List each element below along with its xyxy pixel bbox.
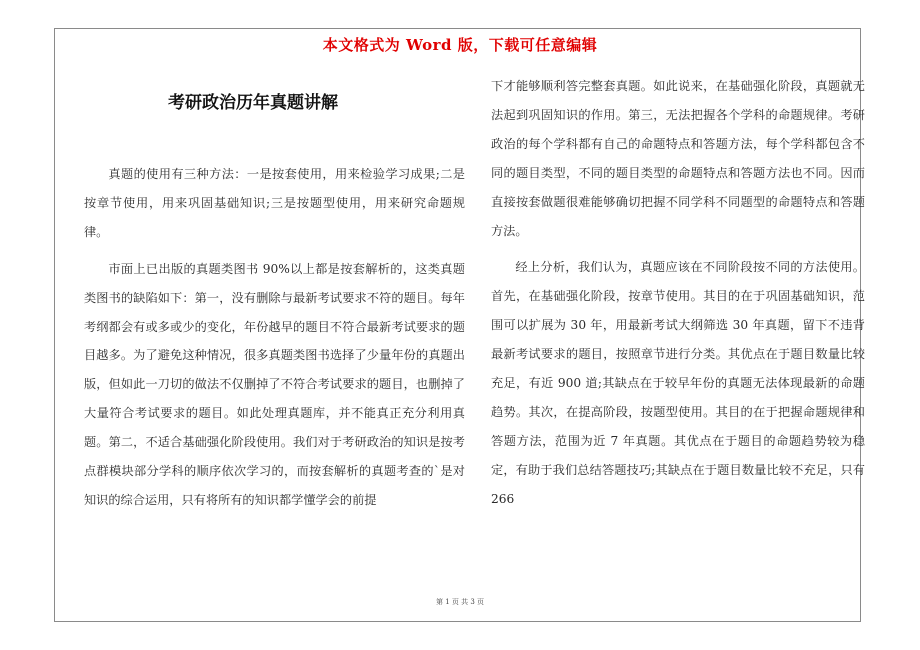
page-number: 第 1 页 共 3 页 [435, 598, 485, 606]
paragraph: 下才能够顺利答完整套真题。如此说来，在基础强化阶段，真题就无法起到巩固知识的作用。第三，无法把握各个学科的命题规律。考研政治的每个学科都有自己的命题特点和答题方法，每个学科都包含不同的题目类型，不同的题目类型的命题特点和答题方法也不同。因而直接按套做题很难能够确切把握不同学科不同题型的命题特点和答题方法。 [491, 79, 865, 238]
paragraph: 市面上已出版的真题类图书 90%以上都是按套解析的，这类真题类图书的缺陷如下：第一，没有删除与最新考试要求不符的题目。每年考纲都会有或多或少的变化，年份越早的题目不符合最新考试要求的题目越多。为了避免这种情况，很多真题类图书选择了少量年份的真题出版，但如此一刀切的做法不仅删掉了不符合考试要求的题目，也删掉了大量符合考试要求的题目。如此处理真题库，并不能真正充分利用真题。第二，不适合基础强化阶段使用。我们对于考研政治的知识是按考点群模块部分学科的顺序依次学习的，而按套解析的真题考查的`是对知识的综合运用，只有将所有的知识都学懂学会的前提 [84, 261, 465, 507]
paragraph: 经上分析，我们认为，真题应该在不同阶段按不同的方法使用。首先，在基础强化阶段，按章节使用。其目的在于巩固基础知识，范围可以扩展为 30 年，用最新考试大纲筛选 30 年真题，留下不违背最新考试要求的题目，按照章节进行分类。其优点在于题目数量比较充足，有近 900 道;其缺点在于较早年份的真题无法体现最新的命题趋势。其次，在提高阶段，按题型使用。其目的在于把握命题规律和答题方法，范围为近 7 年真题。其优点在于题目的命题趋势较为稳定，有助于我们总结答题技巧;其缺点在于题目数量比较不充足，只有 266 [491, 260, 865, 506]
article-title: 考研政治历年真题讲解 [168, 93, 338, 113]
left-column [84, 160, 465, 523]
right-column [491, 72, 865, 514]
paragraph: 真题的使用有三种方法：一是按套使用，用来检验学习成果;二是按章节使用，用来巩固基础知识;三是按题型使用，用来研究命题规律。 [84, 167, 465, 239]
format-banner: 本文格式为 Word 版，下载可任意编辑 [322, 36, 598, 54]
